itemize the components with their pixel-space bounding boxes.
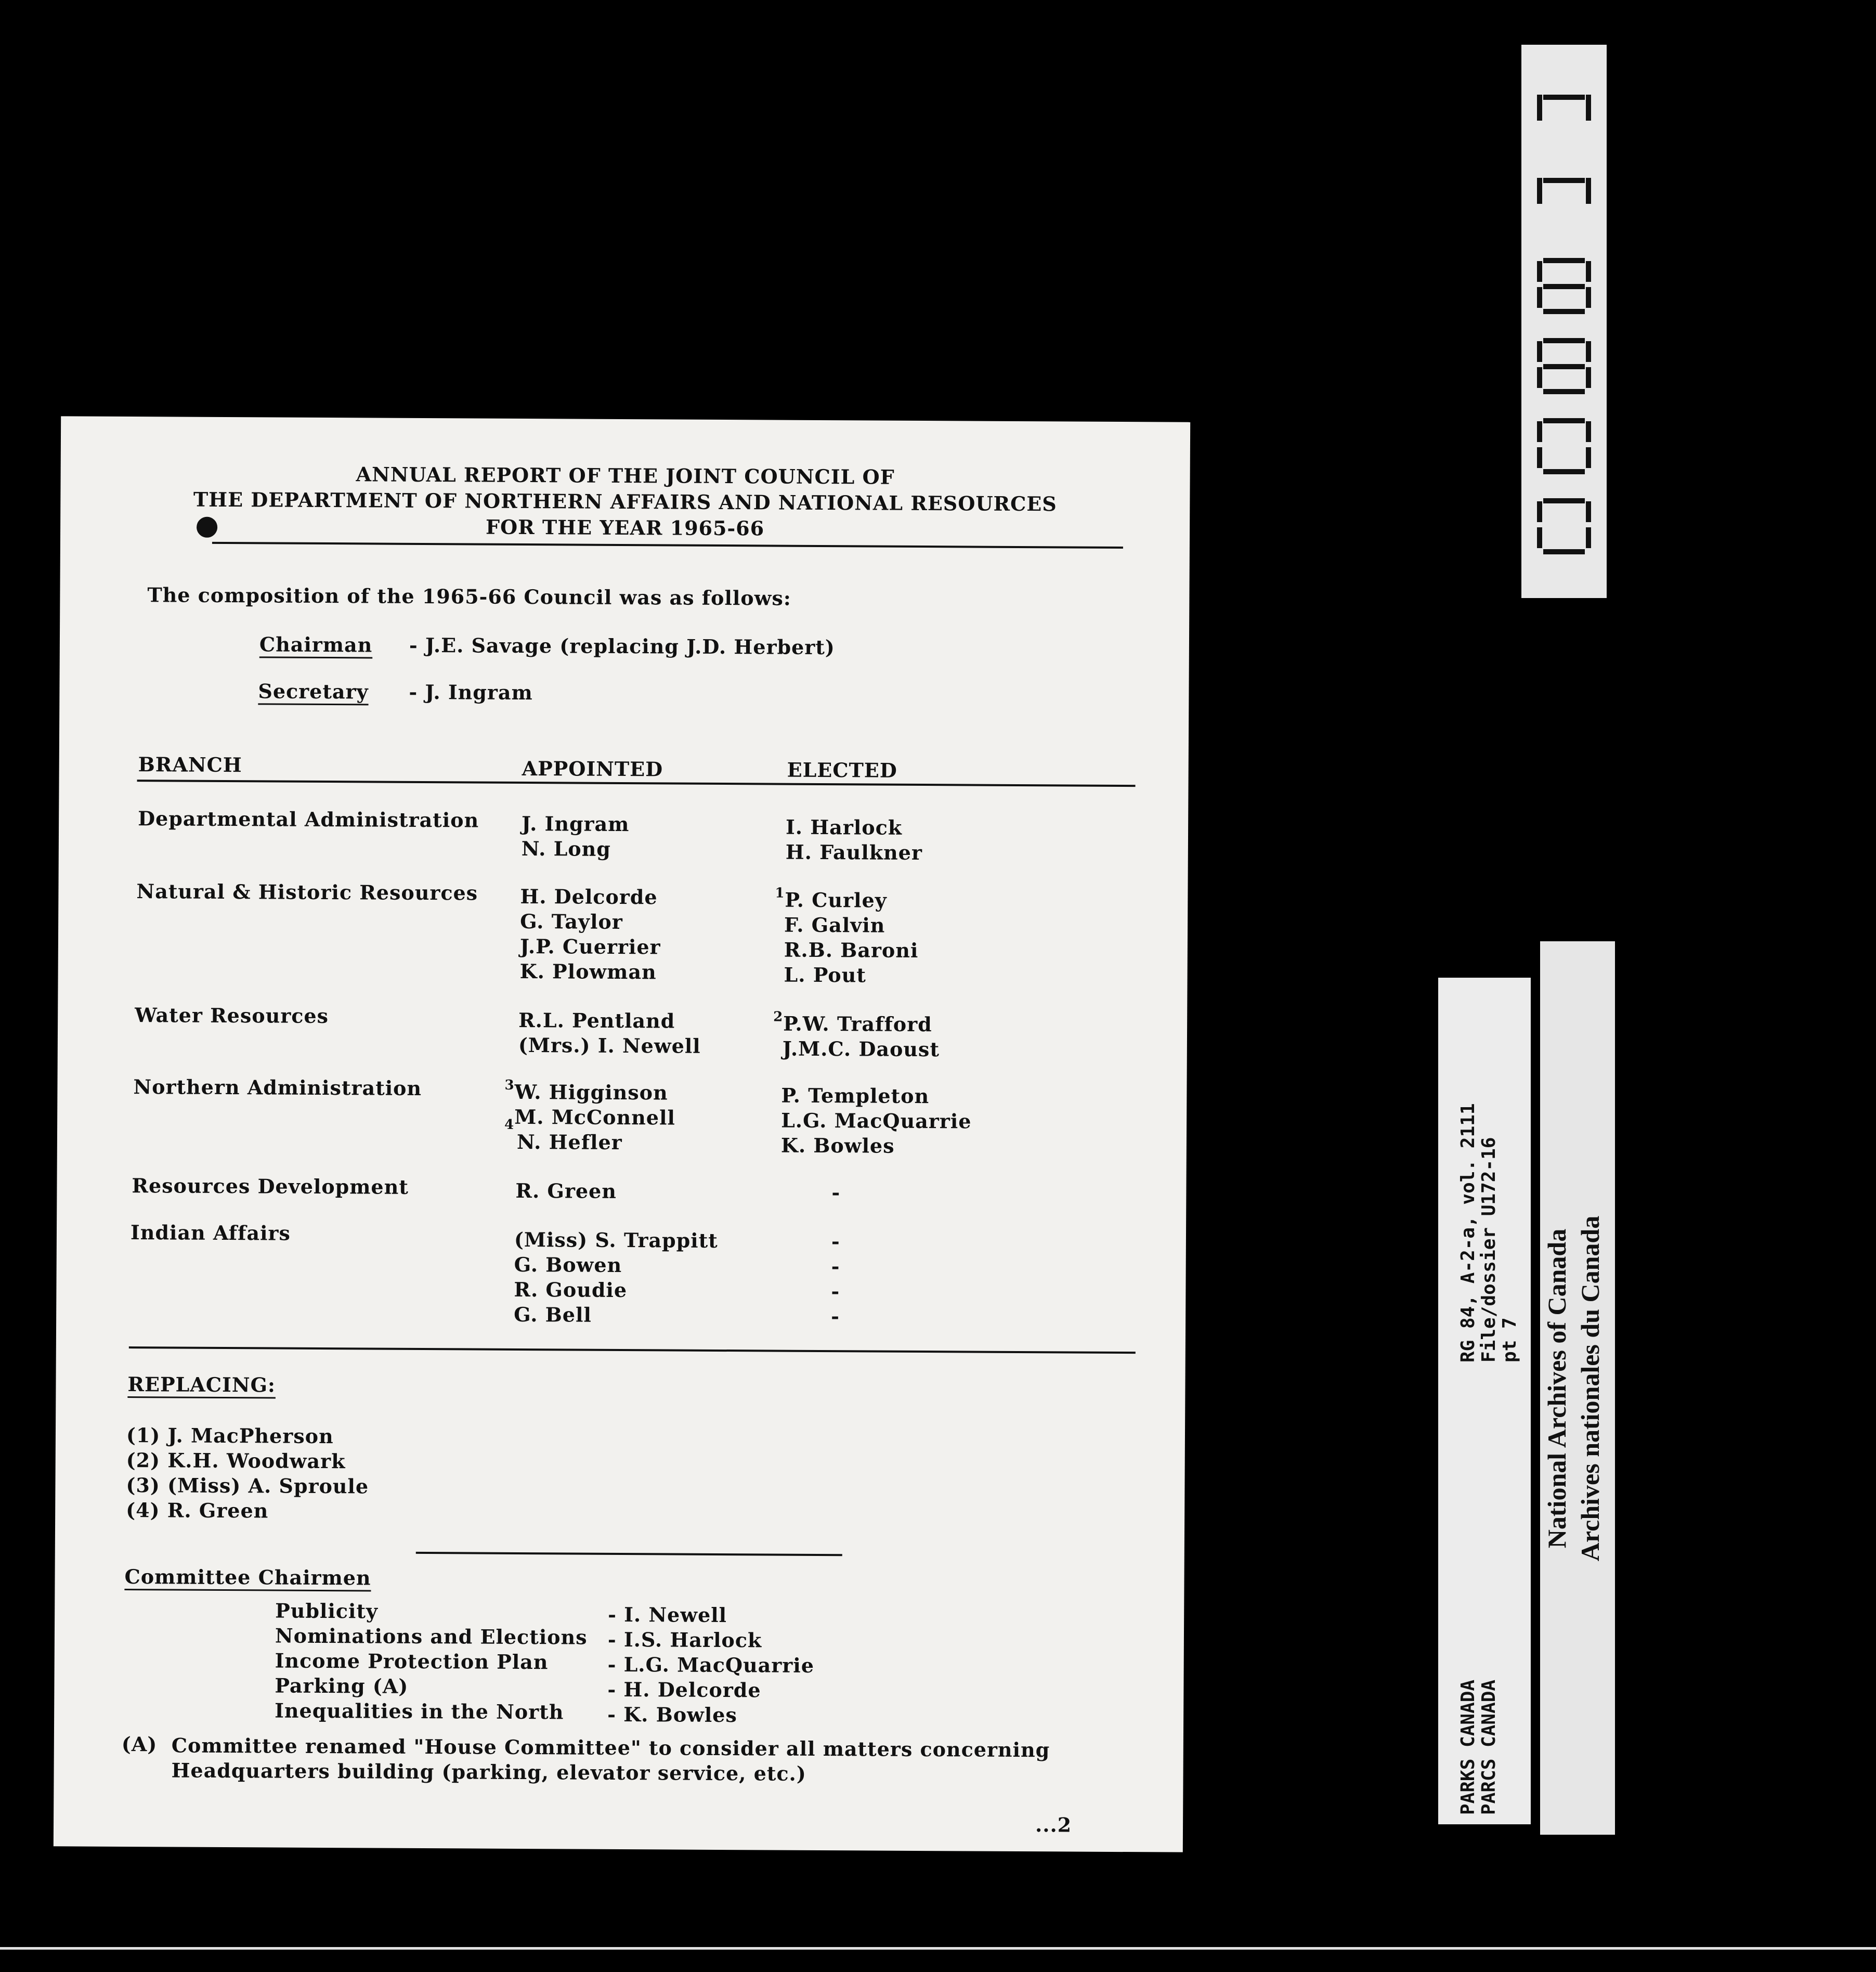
- appointed-name: (Miss) S. Trappitt: [514, 1227, 718, 1252]
- secretary-label: Secretary: [258, 679, 369, 704]
- committee-name: Nominations and Elections: [275, 1624, 588, 1649]
- frame-digit: [1537, 258, 1591, 313]
- elected-name: [773, 1009, 932, 1036]
- appointed-name: G. Taylor: [520, 909, 623, 934]
- agency-line-1: PARKS CANADA: [1457, 1679, 1479, 1815]
- elected-name: J.M.C. Daoust: [782, 1036, 940, 1061]
- replacing-item: (4) R. Green: [126, 1498, 269, 1523]
- archives-label: [1540, 941, 1615, 1835]
- file-reference-label: [1438, 978, 1531, 1824]
- chairman-label: Chairman: [259, 632, 373, 657]
- appointed-name: N. Hefler: [516, 1130, 622, 1154]
- committee-chair: - H. Delcorde: [607, 1677, 761, 1702]
- appointed-name-text: W. Higginson: [514, 1080, 668, 1105]
- appointed-name: J.P. Cuerrier: [519, 934, 661, 959]
- committee-name: Income Protection Plan: [275, 1649, 549, 1674]
- title-line-1: ANNUAL REPORT OF THE JOINT COUNCIL OF: [356, 462, 895, 489]
- frame-digit: [1537, 178, 1591, 233]
- frame-digit: [1537, 338, 1591, 393]
- footnote-mark: 1: [775, 885, 785, 901]
- replacing-item: (2) K.H. Woodwark: [126, 1448, 346, 1473]
- elected-name: -: [831, 1180, 841, 1204]
- table-bottom-rule: [129, 1346, 1136, 1354]
- elected-name: P. Templeton: [781, 1083, 930, 1108]
- appointed-name: G. Bowen: [514, 1252, 622, 1277]
- frame-digit: [1537, 95, 1591, 150]
- replacing-title: REPLACING:: [127, 1372, 276, 1397]
- committee-name: Parking (A): [275, 1673, 409, 1698]
- appointed-name: R. Green: [515, 1178, 617, 1203]
- appointed-name: J. Ingram: [522, 811, 630, 836]
- frame-digit: [1537, 498, 1591, 553]
- frame-counter-strip: [1521, 45, 1607, 598]
- page-marker: ...2: [1035, 1813, 1072, 1837]
- document-page: [54, 416, 1190, 1852]
- branch-name: Departmental Administration: [138, 807, 479, 832]
- header-rule: [137, 780, 1136, 787]
- secretary-value: - J. Ingram: [409, 680, 533, 705]
- footnote-mark: 2: [773, 1009, 784, 1025]
- elected-name: -: [831, 1304, 840, 1328]
- file-ref-line-2: File/dossier U172-16: [1478, 1137, 1500, 1363]
- elected-name-text: P. Curley: [785, 888, 887, 912]
- appointed-name: H. Delcorde: [520, 884, 658, 909]
- note-mark: (A): [121, 1732, 158, 1756]
- committee-name: Publicity: [275, 1599, 379, 1623]
- elected-name: -: [831, 1229, 840, 1253]
- microfilm-edge-line: [0, 1947, 1876, 1950]
- branch-name: Water Resources: [135, 1003, 329, 1028]
- committee-chair: - L.G. MacQuarrie: [607, 1652, 815, 1677]
- agency-line-2: PARCS CANADA: [1478, 1679, 1500, 1815]
- replacing-item: (3) (Miss) A. Sproule: [126, 1473, 369, 1498]
- elected-name: -: [831, 1279, 840, 1303]
- elected-name: L.G. MacQuarrie: [781, 1108, 972, 1133]
- header-appointed: APPOINTED: [522, 756, 663, 781]
- committee-chair: - K. Bowles: [607, 1702, 737, 1727]
- elected-name: F. Galvin: [784, 913, 885, 937]
- footnote-mark: 3: [504, 1077, 515, 1093]
- note-line: Committee renamed "House Committee" to consider all matters concerning: [171, 1733, 1050, 1762]
- replacing-item: (1) J. MacPherson: [126, 1423, 334, 1448]
- appointed-name: [504, 1077, 668, 1105]
- archives-name-fr: Archives nationales du Canada: [1575, 1215, 1605, 1562]
- title-line-2: THE DEPARTMENT OF NORTHERN AFFAIRS AND NATIONAL RESOURCES: [193, 487, 1057, 516]
- appointed-name: (Mrs.) I. Newell: [518, 1033, 701, 1058]
- appointed-name: G. Bell: [514, 1302, 592, 1327]
- file-ref-line-3: pt 7: [1499, 1317, 1520, 1363]
- appointed-name: N. Long: [521, 836, 611, 861]
- appointed-name: R. Goudie: [514, 1277, 628, 1302]
- bullet-mark: [197, 517, 217, 538]
- committee-chair: - I.S. Harlock: [607, 1627, 762, 1652]
- appointed-name: K. Plowman: [519, 959, 657, 984]
- elected-name: R.B. Baroni: [784, 938, 919, 962]
- header-branch: BRANCH: [138, 753, 242, 777]
- elected-name: I. Harlock: [785, 815, 903, 839]
- committee-chair: - I. Newell: [608, 1602, 727, 1627]
- note-line: Headquarters building (parking, elevator service, etc.): [171, 1758, 806, 1785]
- appointed-name: R.L. Pentland: [518, 1008, 675, 1033]
- branch-name: Natural & Historic Resources: [136, 879, 478, 905]
- frame-digit: [1537, 418, 1591, 473]
- archives-name-en: National Archives of Canada: [1542, 1228, 1571, 1549]
- branch-name: Indian Affairs: [130, 1221, 291, 1245]
- elected-name-text: P.W. Trafford: [783, 1011, 932, 1036]
- footnote-mark: 4: [504, 1117, 515, 1133]
- committee-name: Inequalities in the North: [275, 1698, 564, 1724]
- intro-text: The composition of the 1965-66 Council was as follows:: [147, 583, 791, 610]
- file-ref-line-1: RG 84, A-2-a, vol. 2111: [1457, 1103, 1479, 1363]
- chairman-value: - J.E. Savage (replacing J.D. Herbert): [409, 633, 835, 659]
- branch-name: Northern Administration: [133, 1075, 422, 1100]
- appointed-name: [504, 1105, 676, 1133]
- elected-name: H. Faulkner: [785, 840, 923, 865]
- header-elected: ELECTED: [787, 758, 897, 782]
- elected-name: K. Bowles: [780, 1133, 895, 1158]
- committee-title: Committee Chairmen: [124, 1565, 371, 1590]
- elected-name: -: [831, 1254, 840, 1278]
- branch-name: Resources Development: [132, 1174, 409, 1199]
- appointed-name-text: M. McConnell: [514, 1105, 676, 1130]
- section-divider: [416, 1552, 842, 1556]
- elected-name: L. Pout: [784, 963, 866, 987]
- title-rule: [212, 542, 1123, 549]
- elected-name: [775, 885, 887, 912]
- archives-label-text: [1540, 946, 1607, 1831]
- title-line-3: FOR THE YEAR 1965-66: [485, 515, 765, 540]
